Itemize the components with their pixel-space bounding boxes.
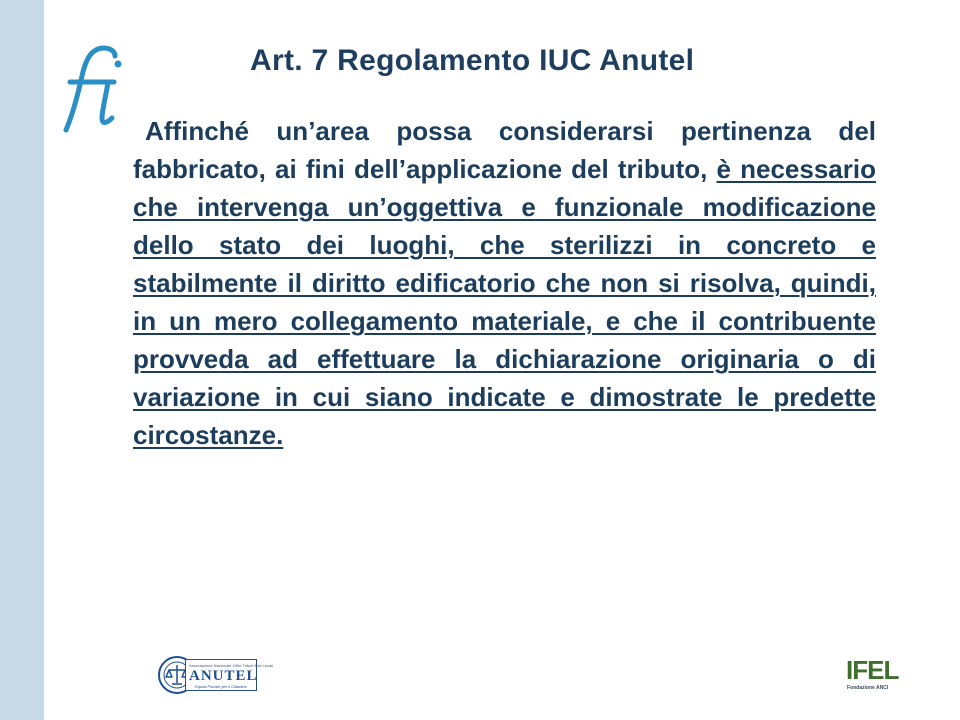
anutel-tagline: Equità Fiscale per il Cittadino — [195, 684, 247, 689]
slide-body-paragraph — [133, 112, 876, 454]
ifel-name: IFEL — [846, 655, 899, 685]
anutel-header-text: Associazione Nazionale Uffici Tributi Enti Locali — [189, 663, 273, 668]
body-underlined-text: è necessario che intervenga un’oggettiva e funzionale modificazione dello stato dei luoghi, che sterilizzi in concreto e stabilmente il diritto edificatorio che non si risolva, quindi, in un mero collegamento materiale, e che il contribuente provveda ad effettuare la dichiarazione originaria o di variazione in cui siano indicate e dimostrate le predette circostanze. — [133, 154, 876, 450]
ifel-subtitle: Fondazione ANCI — [847, 685, 889, 691]
anutel-name: ANUTEL — [189, 668, 258, 684]
left-sidebar-band — [0, 0, 44, 720]
anutel-nameplate — [185, 659, 273, 691]
ifel-logo — [846, 656, 906, 696]
slide-title: Art. 7 Regolamento IUC Anutel — [250, 44, 695, 77]
fi-logo-icon — [58, 38, 128, 138]
anutel-logo — [157, 655, 273, 695]
body-lead-text: Affinché un’area possa considerarsi pertinenza del fabbricato, ai fini dell’applicazione del tributo, — [133, 116, 876, 184]
